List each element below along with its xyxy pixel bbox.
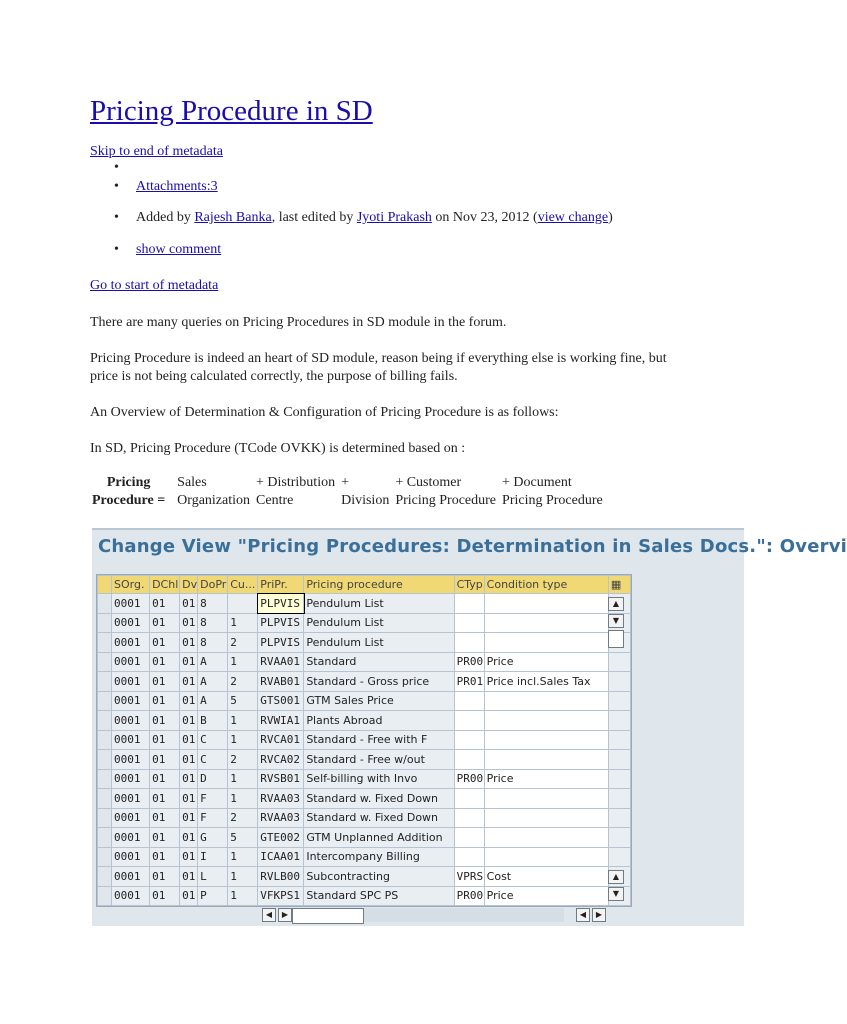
table-row[interactable] bbox=[98, 711, 631, 731]
table-cell: Standard - Free w/out bbox=[304, 750, 454, 770]
scroll-up-button[interactable]: ▲ bbox=[608, 597, 624, 611]
column-header[interactable]: Condition type bbox=[484, 576, 608, 594]
table-cell: 01 bbox=[150, 711, 180, 731]
table-cell[interactable] bbox=[454, 808, 484, 828]
table-cell: 2 bbox=[228, 808, 258, 828]
formula-organization: Organization bbox=[177, 493, 251, 508]
table-cell: 1 bbox=[228, 613, 258, 633]
table-cell: GTS001 bbox=[258, 691, 304, 711]
table-cell: Standard w. Fixed Down bbox=[304, 789, 454, 809]
page-title[interactable]: Pricing Procedure in SD bbox=[90, 95, 373, 127]
table-cell: 01 bbox=[180, 594, 198, 614]
determination-formula bbox=[92, 474, 609, 510]
attachments-link[interactable]: Attachments:3 bbox=[136, 179, 218, 194]
table-cell bbox=[484, 789, 608, 809]
table-cell: 8 bbox=[198, 633, 228, 653]
column-header[interactable]: Pricing procedure bbox=[304, 576, 454, 594]
scroll-gutter bbox=[608, 691, 630, 711]
table-cell: 1 bbox=[228, 652, 258, 672]
row-selector[interactable] bbox=[98, 711, 112, 731]
show-comment-link[interactable]: show comment bbox=[136, 242, 222, 257]
table-cell: 0001 bbox=[112, 847, 150, 867]
table-cell: RVAA03 bbox=[258, 808, 304, 828]
table-cell: I bbox=[198, 847, 228, 867]
table-settings-icon[interactable]: ▦ bbox=[608, 576, 630, 594]
table-cell bbox=[228, 594, 258, 614]
row-selector[interactable] bbox=[98, 769, 112, 789]
table-cell[interactable]: PR00 bbox=[454, 886, 484, 906]
table-cell bbox=[484, 828, 608, 848]
table-cell: Standard bbox=[304, 652, 454, 672]
row-selector[interactable] bbox=[98, 652, 112, 672]
table-cell: 1 bbox=[228, 867, 258, 887]
table-cell: 1 bbox=[228, 769, 258, 789]
table-cell: 01 bbox=[180, 672, 198, 692]
sap-table-header bbox=[98, 576, 631, 594]
table-cell: 8 bbox=[198, 594, 228, 614]
table-cell bbox=[484, 711, 608, 731]
table-cell: Pendulum List bbox=[304, 633, 454, 653]
table-cell: P bbox=[198, 886, 228, 906]
table-cell: 5 bbox=[228, 828, 258, 848]
table-cell: RVWIA1 bbox=[258, 711, 304, 731]
table-cell bbox=[484, 730, 608, 750]
table-cell: 1 bbox=[228, 711, 258, 731]
table-cell: B bbox=[198, 711, 228, 731]
table-cell: 0001 bbox=[112, 828, 150, 848]
formula-sales: Sales bbox=[177, 475, 207, 490]
table-cell: A bbox=[198, 672, 228, 692]
hscroll-right2-button[interactable]: ▶ bbox=[592, 908, 606, 922]
table-cell: 01 bbox=[180, 691, 198, 711]
table-cell: PLPVIS bbox=[258, 613, 304, 633]
formula-pricing: Pricing bbox=[106, 475, 151, 490]
bullet-icon: • bbox=[114, 160, 119, 175]
table-cell: 0001 bbox=[112, 886, 150, 906]
table-cell: 01 bbox=[180, 769, 198, 789]
hscroll-thumb[interactable] bbox=[292, 908, 364, 924]
table-cell: PLPVIS bbox=[258, 594, 304, 614]
table-row[interactable] bbox=[98, 730, 631, 750]
table-cell: A bbox=[198, 691, 228, 711]
formula-centre: Centre bbox=[256, 493, 294, 508]
table-cell: RVAA01 bbox=[258, 652, 304, 672]
paragraph-determination: In SD, Pricing Procedure (TCode OVKK) is determined based on : bbox=[90, 441, 466, 456]
table-cell: 2 bbox=[228, 672, 258, 692]
editor-link[interactable]: Jyoti Prakash bbox=[356, 210, 432, 225]
table-cell: Intercompany Billing bbox=[304, 847, 454, 867]
table-cell bbox=[484, 808, 608, 828]
table-cell: 0001 bbox=[112, 789, 150, 809]
table-cell: 8 bbox=[198, 613, 228, 633]
table-row[interactable] bbox=[98, 769, 631, 789]
table-row[interactable] bbox=[98, 750, 631, 770]
formula-plus: + bbox=[341, 475, 349, 490]
table-row[interactable] bbox=[98, 691, 631, 711]
table-cell bbox=[484, 633, 608, 653]
table-cell: Standard - Free with F bbox=[304, 730, 454, 750]
table-cell: 01 bbox=[150, 750, 180, 770]
table-cell: Price bbox=[484, 769, 608, 789]
table-cell: GTM Sales Price bbox=[304, 691, 454, 711]
table-cell: 1 bbox=[228, 886, 258, 906]
table-cell: RVAB01 bbox=[258, 672, 304, 692]
table-cell: 0001 bbox=[112, 672, 150, 692]
table-cell: 0001 bbox=[112, 750, 150, 770]
row-selector[interactable] bbox=[98, 691, 112, 711]
table-cell: 01 bbox=[150, 594, 180, 614]
table-cell[interactable]: PR00 bbox=[454, 769, 484, 789]
table-cell: 0001 bbox=[112, 867, 150, 887]
table-cell: 0001 bbox=[112, 633, 150, 653]
scroll-gutter bbox=[608, 730, 630, 750]
table-cell: 01 bbox=[180, 789, 198, 809]
column-header[interactable]: Dv bbox=[180, 576, 198, 594]
table-cell: 01 bbox=[150, 613, 180, 633]
author-link[interactable]: Rajesh Banka bbox=[194, 210, 272, 225]
table-cell[interactable] bbox=[454, 847, 484, 867]
table-cell: RVCA02 bbox=[258, 750, 304, 770]
table-cell: 2 bbox=[228, 633, 258, 653]
table-cell: 1 bbox=[228, 789, 258, 809]
bullet-icon: • bbox=[114, 210, 119, 225]
formula-distribution: + Distribution bbox=[256, 475, 336, 490]
table-row[interactable] bbox=[98, 633, 631, 653]
table-cell: 1 bbox=[228, 847, 258, 867]
column-header[interactable]: SOrg. bbox=[112, 576, 150, 594]
scroll-gutter bbox=[608, 750, 630, 770]
paragraph-overview: An Overview of Determination & Configuration of Pricing Procedure is as follows: bbox=[90, 405, 559, 420]
table-cell: L bbox=[198, 867, 228, 887]
table-cell: D bbox=[198, 769, 228, 789]
table-cell[interactable] bbox=[454, 711, 484, 731]
formula-document-pp: Pricing Procedure bbox=[502, 493, 603, 508]
table-cell: A bbox=[198, 652, 228, 672]
table-cell: 01 bbox=[180, 613, 198, 633]
table-cell: GTM Unplanned Addition bbox=[304, 828, 454, 848]
sap-table bbox=[96, 574, 632, 907]
scroll-gutter bbox=[608, 808, 630, 828]
scroll-up-bottom-button[interactable]: ▲ bbox=[608, 870, 624, 884]
select-all-cell[interactable] bbox=[98, 576, 112, 594]
formula-document: + Document bbox=[502, 475, 572, 490]
row-selector[interactable] bbox=[98, 808, 112, 828]
table-cell[interactable] bbox=[454, 613, 484, 633]
table-cell: Standard - Gross price bbox=[304, 672, 454, 692]
table-cell: 01 bbox=[150, 633, 180, 653]
formula-division: Division bbox=[341, 493, 390, 508]
formula-customer: + Customer bbox=[395, 475, 462, 490]
table-cell bbox=[484, 613, 608, 633]
formula-procedure: Procedure = bbox=[92, 493, 166, 508]
scroll-gutter bbox=[608, 789, 630, 809]
table-cell: 0001 bbox=[112, 594, 150, 614]
table-cell: Plants Abroad bbox=[304, 711, 454, 731]
table-cell: 01 bbox=[150, 691, 180, 711]
table-cell: Self-billing with Invo bbox=[304, 769, 454, 789]
table-cell: Standard SPC PS bbox=[304, 886, 454, 906]
table-cell: 01 bbox=[150, 847, 180, 867]
go-to-start-link[interactable]: Go to start of metadata bbox=[90, 278, 219, 293]
scroll-thumb[interactable] bbox=[608, 630, 624, 648]
paragraph-heart: Pricing Procedure is indeed an heart of SD module, reason being if everything else is working fine, but price is not being calculated correctly, the purpose of billing fails. bbox=[90, 351, 667, 384]
table-cell[interactable] bbox=[454, 789, 484, 809]
table-cell: 01 bbox=[180, 847, 198, 867]
table-cell: 01 bbox=[180, 867, 198, 887]
paragraph-intro: There are many queries on Pricing Procedures in SD module in the forum. bbox=[90, 315, 507, 330]
table-cell: 0001 bbox=[112, 613, 150, 633]
sap-view-title: Change View "Pricing Procedures: Determination in Sales Docs.": Overvi bbox=[98, 536, 847, 557]
table-cell: 01 bbox=[180, 633, 198, 653]
added-by-text: Added by Rajesh Banka, last edited by Jyoti Prakash on Nov 23, 2012 (view change) bbox=[136, 210, 613, 225]
table-cell bbox=[484, 847, 608, 867]
table-cell bbox=[484, 691, 608, 711]
table-cell: ICAA01 bbox=[258, 847, 304, 867]
table-cell[interactable] bbox=[454, 750, 484, 770]
row-selector[interactable] bbox=[98, 594, 112, 614]
table-cell: 01 bbox=[150, 867, 180, 887]
row-selector[interactable] bbox=[98, 750, 112, 770]
table-cell bbox=[484, 594, 608, 614]
table-cell: Pendulum List bbox=[304, 594, 454, 614]
scroll-down-button[interactable]: ▼ bbox=[608, 614, 624, 628]
table-row[interactable] bbox=[98, 613, 631, 633]
scroll-gutter bbox=[608, 828, 630, 848]
column-header[interactable]: PriPr. bbox=[258, 576, 304, 594]
bullet-icon: • bbox=[114, 179, 119, 194]
table-cell: 01 bbox=[180, 652, 198, 672]
table-cell: RVAA03 bbox=[258, 789, 304, 809]
table-row[interactable] bbox=[98, 847, 631, 867]
table-cell: Cost bbox=[484, 867, 608, 887]
table-cell: 01 bbox=[180, 808, 198, 828]
table-cell: RVSB01 bbox=[258, 769, 304, 789]
table-cell: RVCA01 bbox=[258, 730, 304, 750]
row-selector[interactable] bbox=[98, 672, 112, 692]
row-selector[interactable] bbox=[98, 789, 112, 809]
table-row[interactable] bbox=[98, 594, 631, 614]
table-cell: 01 bbox=[180, 750, 198, 770]
table-row[interactable] bbox=[98, 867, 631, 887]
table-cell: 01 bbox=[180, 828, 198, 848]
row-selector[interactable] bbox=[98, 633, 112, 653]
table-cell: 01 bbox=[180, 886, 198, 906]
table-cell: 01 bbox=[150, 886, 180, 906]
table-cell: 0001 bbox=[112, 652, 150, 672]
table-cell[interactable]: PR01 bbox=[454, 672, 484, 692]
table-cell: Price incl.Sales Tax bbox=[484, 672, 608, 692]
skip-to-end-link[interactable]: Skip to end of metadata bbox=[90, 144, 223, 159]
table-cell: Subcontracting bbox=[304, 867, 454, 887]
table-cell[interactable] bbox=[454, 594, 484, 614]
table-cell[interactable]: VPRS bbox=[454, 867, 484, 887]
view-change-link[interactable]: view change bbox=[537, 210, 609, 225]
table-row[interactable] bbox=[98, 828, 631, 848]
row-selector[interactable] bbox=[98, 730, 112, 750]
table-cell: F bbox=[198, 789, 228, 809]
table-cell[interactable] bbox=[454, 633, 484, 653]
scroll-gutter bbox=[608, 769, 630, 789]
table-cell: 0001 bbox=[112, 808, 150, 828]
scroll-gutter bbox=[608, 652, 630, 672]
sap-screenshot bbox=[92, 528, 847, 926]
table-row[interactable] bbox=[98, 652, 631, 672]
table-row[interactable] bbox=[98, 808, 631, 828]
table-cell: 01 bbox=[150, 730, 180, 750]
table-cell: Price bbox=[484, 652, 608, 672]
table-cell[interactable] bbox=[454, 730, 484, 750]
table-cell bbox=[484, 750, 608, 770]
row-selector[interactable] bbox=[98, 828, 112, 848]
hscroll-left2-button[interactable]: ◀ bbox=[576, 908, 590, 922]
table-cell: GTE002 bbox=[258, 828, 304, 848]
table-row[interactable] bbox=[98, 789, 631, 809]
table-cell: 2 bbox=[228, 750, 258, 770]
table-cell: Price bbox=[484, 886, 608, 906]
table-cell: C bbox=[198, 750, 228, 770]
table-cell: 0001 bbox=[112, 730, 150, 750]
table-cell: 5 bbox=[228, 691, 258, 711]
column-header[interactable]: DoPr bbox=[198, 576, 228, 594]
table-cell: 01 bbox=[150, 652, 180, 672]
table-cell: VFKPS1 bbox=[258, 886, 304, 906]
scroll-down-bottom-button[interactable]: ▼ bbox=[608, 887, 624, 901]
table-cell: F bbox=[198, 808, 228, 828]
table-cell: 01 bbox=[150, 769, 180, 789]
column-header[interactable]: DChl bbox=[150, 576, 180, 594]
table-cell: C bbox=[198, 730, 228, 750]
table-cell: Pendulum List bbox=[304, 613, 454, 633]
column-header[interactable]: Cu... bbox=[228, 576, 258, 594]
table-cell: Standard w. Fixed Down bbox=[304, 808, 454, 828]
formula-customer-pp: Pricing Procedure bbox=[395, 493, 497, 508]
hscroll-left-button[interactable]: ◀ bbox=[262, 908, 276, 922]
table-cell: RVLB00 bbox=[258, 867, 304, 887]
table-cell: G bbox=[198, 828, 228, 848]
table-cell: 01 bbox=[150, 828, 180, 848]
table-cell[interactable] bbox=[454, 828, 484, 848]
hscroll-right-button[interactable]: ▶ bbox=[278, 908, 292, 922]
table-cell: 1 bbox=[228, 730, 258, 750]
table-cell[interactable] bbox=[454, 691, 484, 711]
bullet-icon: • bbox=[114, 242, 119, 257]
hscroll-track[interactable] bbox=[364, 908, 564, 922]
row-selector[interactable] bbox=[98, 613, 112, 633]
row-selector[interactable] bbox=[98, 867, 112, 887]
table-cell: 01 bbox=[180, 730, 198, 750]
table-cell: 01 bbox=[150, 672, 180, 692]
table-cell: 0001 bbox=[112, 691, 150, 711]
table-cell: PLPVIS bbox=[258, 633, 304, 653]
table-cell: 01 bbox=[150, 789, 180, 809]
table-row[interactable] bbox=[98, 886, 631, 906]
table-cell[interactable]: PR00 bbox=[454, 652, 484, 672]
table-cell: 01 bbox=[150, 808, 180, 828]
table-row[interactable] bbox=[98, 672, 631, 692]
column-header[interactable]: CTyp bbox=[454, 576, 484, 594]
row-selector[interactable] bbox=[98, 886, 112, 906]
scroll-gutter bbox=[608, 672, 630, 692]
scroll-gutter bbox=[608, 847, 630, 867]
scroll-gutter bbox=[608, 711, 630, 731]
table-cell: 0001 bbox=[112, 769, 150, 789]
row-selector[interactable] bbox=[98, 847, 112, 867]
table-cell: 0001 bbox=[112, 711, 150, 731]
table-cell: 01 bbox=[180, 711, 198, 731]
